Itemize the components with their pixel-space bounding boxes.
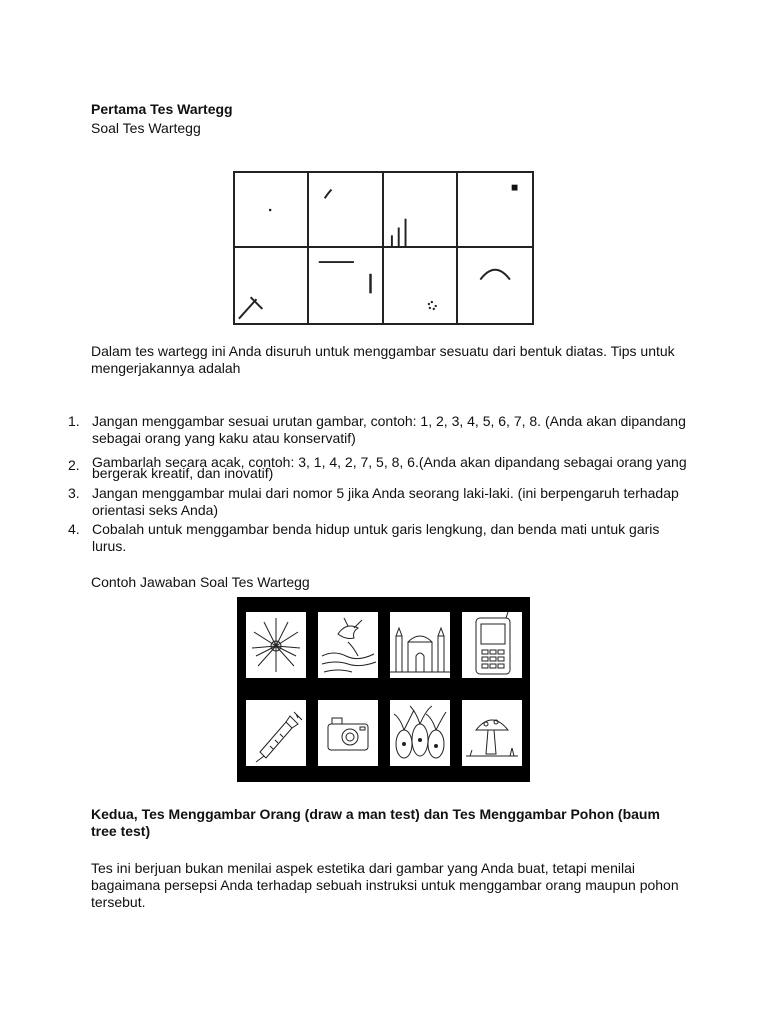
example-answers-grid <box>237 597 530 782</box>
bird-landscape-drawing <box>318 612 378 678</box>
wartegg-box-1 <box>235 173 309 248</box>
wartegg-box-8 <box>458 248 532 323</box>
wartegg-stimulus-grid <box>233 171 534 325</box>
list-text: Cobalah untuk menggambar benda hidup untuk garis lengkung, dan benda mati untuk garis lurus. <box>92 521 660 554</box>
plants-drawing <box>390 700 450 766</box>
example-caption: Contoh Jawaban Soal Tes Wartegg <box>91 574 310 590</box>
mushroom-drawing <box>462 700 522 766</box>
section-title-wartegg: Pertama Tes Wartegg <box>91 101 233 117</box>
mobile-phone-drawing <box>462 612 522 678</box>
wartegg-box-7 <box>384 248 458 323</box>
list-text: Jangan menggambar sesuai urutan gambar, contoh: 1, 2, 3, 4, 5, 6, 7, 8. (Anda akan dipandang sebagai orang yang kaku atau konservatif) <box>92 413 686 446</box>
wartegg-box-6 <box>309 248 383 323</box>
list-number: 4. <box>68 521 80 537</box>
wartegg-box-3 <box>384 173 458 248</box>
wartegg-box-2 <box>309 173 383 248</box>
list-number: 1. <box>68 413 80 429</box>
wartegg-box-5 <box>235 248 309 323</box>
list-number: 2. <box>68 457 80 473</box>
list-number: 3. <box>68 485 80 501</box>
list-text: Gambarlah secara acak, contoh: 3, 1, 4, 2, 7, 5, 8, 6.(Anda akan dipandang sebagai orang yang bergerak kreatif, dan inovatif) <box>92 454 687 481</box>
intro-paragraph: Dalam tes wartegg ini Anda disuruh untuk menggambar sesuatu dari bentuk diatas. Tips untuk mengerjakannya adalah <box>91 343 675 376</box>
wartegg-box-4 <box>458 173 532 248</box>
syringe-drawing <box>246 700 306 766</box>
closing-paragraph: Tes ini berjuan bukan menilai aspek estetika dari gambar yang Anda buat, tetapi menilai bagaimana persepsi Anda terhadap sebuah instruksi untuk menggambar orang maupun pohon tersebut. <box>91 860 679 910</box>
list-text: Jangan menggambar mulai dari nomor 5 jika Anda seorang laki-laki. (ini berpengaruh terhadap orientasi seks Anda) <box>92 485 679 518</box>
camera-drawing <box>318 700 378 766</box>
building-drawing <box>390 612 450 678</box>
section-subtitle-wartegg: Soal Tes Wartegg <box>91 120 201 136</box>
flower-drawing <box>246 612 306 678</box>
section-title-draw-test: Kedua, Tes Menggambar Orang (draw a man test) dan Tes Menggambar Pohon (baum tree test) <box>91 806 660 839</box>
